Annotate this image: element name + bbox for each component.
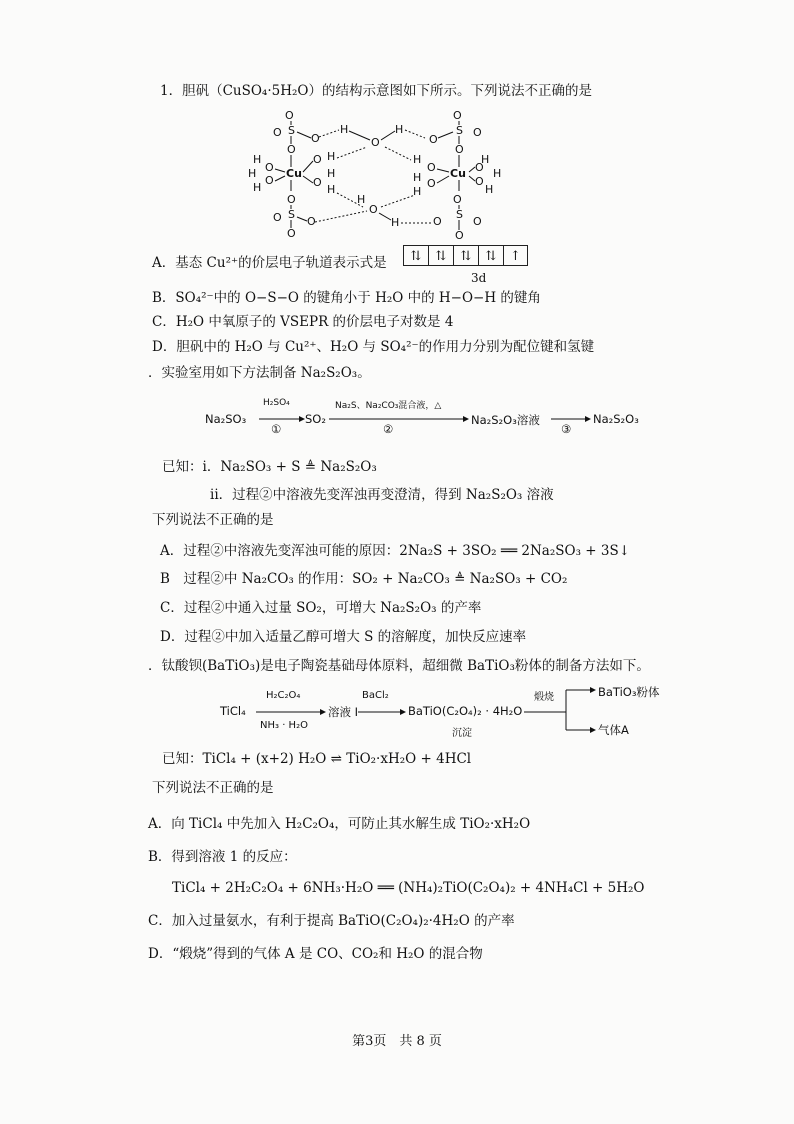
atom-o: O <box>473 215 482 228</box>
atom-h: H <box>248 167 257 180</box>
atom-o: O <box>287 227 296 240</box>
q1-option-c: C．H₂O 中氧原子的 VSEPR 的价层电子对数是 4 <box>152 314 454 330</box>
flow-arrows <box>220 682 680 744</box>
atom-o: O <box>311 132 320 145</box>
q3-option-a: A．向 TiCl₄ 中先加入 H₂C₂O₄，可防止其水解生成 TiO₂·xH₂O <box>148 816 531 832</box>
atom-o: O <box>453 109 462 122</box>
q1-option-d: D．胆矾中的 H₂O 与 Cu²⁺、H₂O 与 SO₄²⁻的作用力分别为配位键和氢键 <box>152 339 595 355</box>
arrow-head <box>400 709 406 715</box>
arrow-head <box>585 416 591 422</box>
flow-label: 沉淀 <box>452 728 472 739</box>
chalcanthite-structure-diagram <box>235 105 515 245</box>
flow-start: Na₂SO₃ <box>205 412 247 426</box>
atom-o: O <box>433 215 442 228</box>
atom-h: H <box>253 153 262 166</box>
arrow-head <box>299 416 305 422</box>
atom-o: O <box>313 153 322 166</box>
atom-s: S <box>456 124 463 137</box>
q3-flowchart <box>220 682 680 744</box>
atom-o: O <box>287 193 296 206</box>
atom-o: O <box>473 126 482 139</box>
atom-o: O <box>371 136 380 149</box>
atom-o: O <box>265 174 274 187</box>
atom-h: H <box>253 181 262 194</box>
flow-end: Na₂S₂O₃ <box>593 412 639 426</box>
atom-o: O <box>427 161 436 174</box>
atom-o: O <box>455 229 464 242</box>
flow-reagent: H₂C₂O₄ <box>266 690 301 701</box>
q2-known-ii: ii．过程②中溶液先变浑浊再变澄清，得到 Na₂S₂O₃ 溶液 <box>210 487 554 503</box>
atom-o: O <box>453 193 462 206</box>
atom-h: H <box>391 216 400 229</box>
atom-h: H <box>327 150 336 163</box>
flow-step-label: ② <box>383 422 394 436</box>
q3-option-b-equation: TiCl₄ + 2H₂C₂O₄ + 6NH₃·H₂O ══ (NH₄)₂TiO(C₂O₄)₂ + 4NH₄Cl + 5H₂O <box>172 880 645 896</box>
atom-o: O <box>287 143 296 156</box>
page-footer: 第3页 共 8 页 <box>352 1034 442 1049</box>
atom-h: H <box>485 183 494 196</box>
arrow-head <box>590 727 596 733</box>
q3-option-b: B．得到溶液 1 的反应： <box>148 849 297 865</box>
flow-step-label: 煅烧 <box>534 692 554 703</box>
atom-o: O <box>273 126 282 139</box>
atom-cu: Cu <box>286 167 302 180</box>
atom-o: O <box>313 176 322 189</box>
atom-o: O <box>475 161 484 174</box>
atom-s: S <box>288 208 295 221</box>
flow-step-label: ③ <box>561 422 572 436</box>
orbital-diagram <box>403 245 528 266</box>
atom-o: O <box>273 211 282 224</box>
flow-mid: 溶液 I <box>328 705 359 719</box>
atom-o: O <box>307 215 316 228</box>
atom-cu: Cu <box>450 167 466 180</box>
atom-h: H <box>493 167 502 180</box>
atom-h: H <box>357 193 366 206</box>
atom-h: H <box>327 167 336 180</box>
q3-known: 已知：TiCl₄ + (x+2) H₂O ⇌ TiO₂·xH₂O + 4HCl <box>162 751 472 767</box>
flow-reagent: NH₃ · H₂O <box>260 720 308 731</box>
flow-output: 气体A <box>598 723 629 737</box>
arrow-head <box>320 709 326 715</box>
atom-h: H <box>327 183 336 196</box>
q2-option-b: B 过程②中 Na₂CO₃ 的作用：SO₂ + Na₂CO₃ ≜ Na₂SO₃ + CO₂ <box>160 571 568 587</box>
atom-h: H <box>481 153 490 166</box>
atom-o: O <box>475 175 484 188</box>
flow-arrows <box>205 394 665 444</box>
q1-option-b: B．SO₄²⁻中的 O−S−O 的键角小于 H₂O 中的 H−O−H 的键角 <box>152 290 541 306</box>
q2-flowchart <box>205 394 665 444</box>
atom-o: O <box>427 177 436 190</box>
arrow-head <box>463 416 469 422</box>
q2-option-d: D．过程②中加入适量乙醇可增大 S 的溶解度，加快反应速率 <box>160 629 527 645</box>
q1-option-a: A．基态 Cu²⁺的价层电子轨道表示式是 <box>152 255 387 271</box>
q3-option-c: C．加入过量氨水，有利于提高 BaTiO(C₂O₄)₂·4H₂O 的产率 <box>148 913 515 929</box>
q2-option-a: A．过程②中溶液先变浑浊可能的原因：2Na₂S + 3SO₂ ══ 2Na₂SO₃ + 3S↓ <box>160 543 631 559</box>
flow-output: BaTiO₃粉体 <box>598 685 660 699</box>
q2-known-i: 已知：i．Na₂SO₃ + S ≜ Na₂S₂O₃ <box>162 459 377 475</box>
atom-o: O <box>455 143 464 156</box>
atom-h: H <box>413 185 422 198</box>
orbital-box: ⇅ <box>478 245 503 266</box>
flow-reagent: Na₂S、Na₂CO₃混合液，△ <box>335 401 442 411</box>
q2-option-c: C．过程②中通入过量 SO₂，可增大 Na₂S₂O₃ 的产率 <box>160 600 482 616</box>
atom-h: H <box>395 123 404 136</box>
q2-stem: ．实验室用如下方法制备 Na₂S₂O₃。 <box>148 365 371 381</box>
flow-mid: BaTiO(C₂O₄)₂ · 4H₂O <box>408 704 523 718</box>
atom-h: H <box>340 123 349 136</box>
atom-o: O <box>429 133 438 146</box>
orbital-label: 3d <box>471 271 487 285</box>
orbital-box: ⇅ <box>403 245 428 266</box>
orbital-box: ↑ <box>503 245 528 266</box>
q2-ask: 下列说法不正确的是 <box>152 512 274 528</box>
q3-ask: 下列说法不正确的是 <box>152 780 274 796</box>
atom-s: S <box>456 208 463 221</box>
flow-mid: Na₂S₂O₃溶液 <box>471 413 540 427</box>
arrow-head <box>590 687 596 693</box>
atom-o: O <box>285 109 294 122</box>
atom-s: S <box>288 124 295 137</box>
orbital-box: ⇅ <box>428 245 453 266</box>
flow-start: TiCl₄ <box>220 704 246 718</box>
orbital-box: ⇅ <box>453 245 478 266</box>
atom-o: O <box>369 203 378 216</box>
flow-reagent: H₂SO₄ <box>263 398 290 408</box>
q3-stem: ．钛酸钡(BaTiO₃)是电子陶瓷基础母体原料，超细微 BaTiO₃粉体的制备方法如下。 <box>148 658 650 674</box>
flow-mid: SO₂ <box>305 412 326 426</box>
flow-reagent: BaCl₂ <box>362 690 389 701</box>
q3-option-d: D．“煅烧”得到的气体 A 是 CO、CO₂和 H₂O 的混合物 <box>148 946 483 962</box>
atom-h: H <box>413 153 422 166</box>
flow-step-label: ① <box>271 422 282 436</box>
q1-stem: 1．胆矾（CuSO₄·5H₂O）的结构示意图如下所示。下列说法不正确的是 <box>160 83 592 99</box>
atom-h: H <box>413 171 422 184</box>
atom-o: O <box>265 161 274 174</box>
